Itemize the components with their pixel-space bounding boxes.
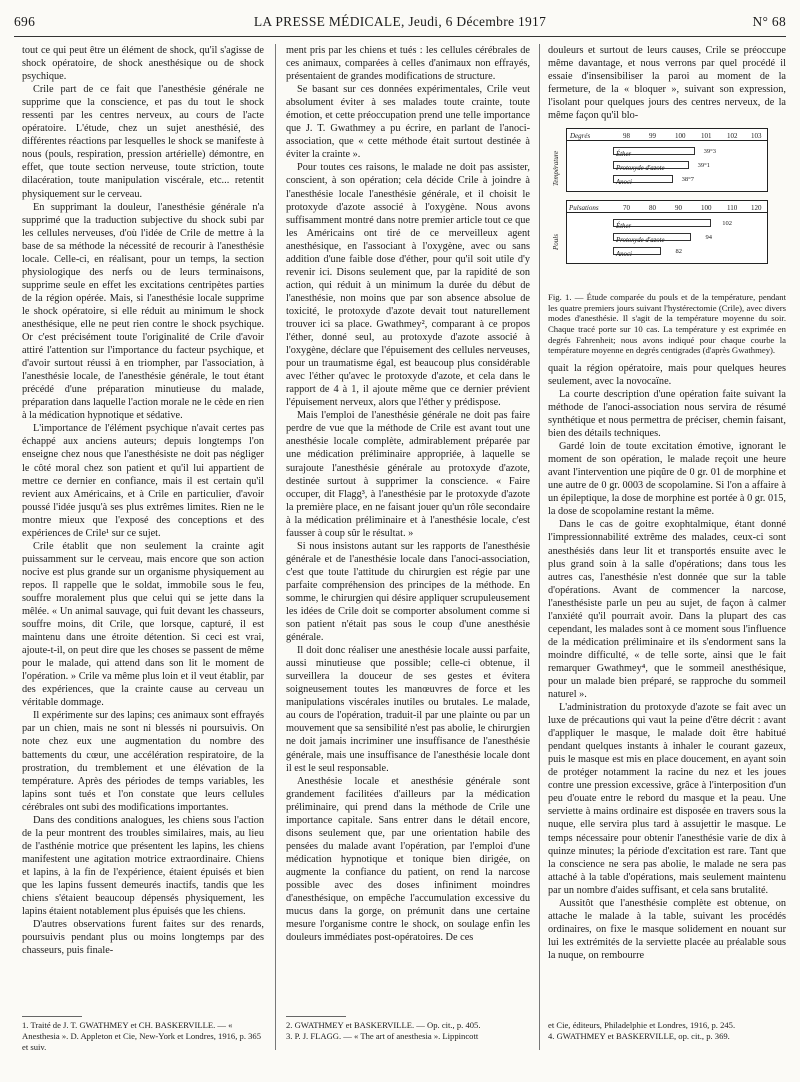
paragraph: La courte description d'une opération faite suivant la méthode de l'anoci-association nous servira de résumé synthétique et nous permettra de préciser, chemin faisant, bien des détails techniques. (548, 388, 786, 440)
row-label: Anoci (616, 251, 632, 259)
temperature-header-row (567, 129, 767, 141)
row-label: Anoci (616, 179, 632, 187)
temp-bar-nitrous (613, 161, 710, 173)
footnotes-col3 (548, 1020, 786, 1042)
paragraph: tout ce qui peut être un élément de shock, qu'il s'agisse de shock opératoire, de shock anesthésique ou de shock psychique. (22, 45, 264, 83)
header-cell: 100 (701, 204, 712, 213)
column-3 (548, 44, 786, 1012)
paragraph: Crile établit que non seulement la crainte agit puissamment sur le cerveau, mais encore que son action nocive est plus grande sur un organisme physiquement au repos. Il rappelle que le soldat, immobile sous le feu, souffre moralement plus que celui qui se jette dans la mêlée. « Un animal sauvage, qui fuit devant les chasseurs, souffre moins, dit Crile, que lorsque, capturé, il est maintenu dans une étroite détention. Si ceci est vrai, ajoute-t-il, on peut dire que les choses se passent de même pour le malade, qui attend dans son lit le moment de l'opération. » Crile va même plus loin et il veut établir, par des expériences, que la crainte cause au cerveau un véritable dommage. (22, 540, 264, 709)
paragraph: Gardé loin de toute excitation émotive, ignorant le moment de son opération, le malade reçoit une heure avant l'intervention une piqûre de 0 gr. 01 de morphine et une autre de 0 gr. 0003 de scopolamine. Si l'on a affaire à un épileptique, la dose de morphine est portée à 0 gr. 015, la dose de scopolamine restant la même. (548, 441, 786, 518)
value-label: 94 (705, 234, 712, 242)
paragraph: douleurs et surtout de leurs causes, Crile se préoccupe même davantage, et nous verrons par quel procédé il essaie d'insensibiliser la paroi au moment de la fermeture, de la « bloquer », suivant son expression, l'isolant pour quelques jours des centres nerveux, de la même façon qu'il blo- (548, 45, 786, 122)
header-rule (14, 36, 786, 37)
pulse-header-row (567, 201, 767, 213)
column-divider (275, 44, 276, 1050)
page-header (14, 14, 786, 34)
footnote-rule (286, 1016, 346, 1017)
journal-title: LA PRESSE MÉDICALE, Jeudi, 6 Décembre 1917 (253, 14, 547, 29)
row-label: Protoxyde d'azote (616, 165, 665, 173)
temperature-table (566, 128, 768, 192)
header-cell: Pulsations (569, 204, 599, 213)
paragraph: Crile part de ce fait que l'anesthésie générale ne supprime que la conscience, et pas du tout le shock ressenti par les centres nerveux, au cours de l'acte opératoire. L'étude, chez un sujet anesthésié, des différentes réactions par lesquelles le shock se manifeste à nous (pouls, respiration, pression artérielle) démontre, en effet, que toute section nerveuse, toute striction, toute dilacération, toute manipulation viscérale, etc... retentit physiquement sur le cerveau. (22, 84, 264, 200)
paragraph: Mais l'emploi de l'anesthésie générale ne doit pas faire perdre de vue que la méthode de Crile est avant tout une anesthésie locale complète, admirablement préparée par une médication préliminaire appropriée, à laquelle se surajoute l'anesthésie générale au protoxyde d'azote, destinée surtout à supprimer la conscience. « Faire occuper, dit Flagg³, à l'anesthésie par le protoxyde d'azote la première place, en ne faisant jouer qu'un rôle secondaire à la médication préliminaire et à l'anesthésie locale, c'est fausser à coup sûr le résultat. » (286, 410, 530, 539)
paragraph: Anesthésie locale et anesthésie générale sont grandement facilitées d'ailleurs par la médication préliminaire, qui prend dans la méthode de Crile une importance capitale. Sans entrer dans le détail encore, disons seulement que, par une orientation habile des pensées du malade avant l'opération, par l'emploi d'une médication hypnotique et tonique bien dirigée, on augmente la confiance du patient, on rend la narcose possible avec des doses infiniment moindres d'anesthésique, on empêche l'accumulation excessive du mucus dans la gorge, on prémunit dans une certaine mesure l'organisme contre le shock, on soulage enfin les douleurs immédiates post-opératoires. De ces (286, 775, 530, 944)
value-label: 39°3 (703, 148, 716, 156)
header-cell: 110 (727, 204, 738, 213)
paragraph: Pour toutes ces raisons, le malade ne doit pas assister, conscient, à son opération; cela décide Crile à joindre à l'anesthésie locale l'anesthésie générale, et il choisit le protoxyde d'azote associé à l'oxygène. Nous avons suffisamment montré dans notre premier article tout ce que les Américains ont tiré de ce merveilleux agent anesthésique, en l'associant à l'oxygène, avec ou sans addition d'une faible dose d'éther, pour qu'il soit utile d'y revenir ici. Disons seulement que, par la rapidité de son action, qui réduit à un minimum la durée du début de l'anesthésie, non moins que par son absence absolue de toxicité, le protoxyde d'azote devait tout naturellement trouver ici sa place. Gwathmey², comparant à ce propos l'éther, donné seul, au protoxyde d'azote associé à l'oxygène, déclare que l'épuisement des cellules nerveuses, pour un traumatisme égal, est beaucoup plus considérable avec l'éther qu'avec le protoxyde d'azote, et cela dans le rapport de 4 à 1, il ajoute même que ce dernier prévient l'épuisement nerveux, alors que l'éther y prédispose. (286, 162, 530, 409)
paragraph: L'importance de l'élément psychique n'avait certes pas échappé aux anciens auteurs; depuis longtemps l'on enseigne chez nous que l'anesthésiste ne doit pas négliger le côté moral chez son patient et qu'il lui appartient de mettre ce dernier en confiance, mais il est certain qu'il revient aux Américains, et à Crile en particulier, d'avoir poussé l'idée jusqu'à ses plus extrêmes limites. Rien ne le montre mieux que l'exposé des conceptions et des expériences de Crile¹ sur ce sujet. (22, 423, 264, 539)
paragraph: L'administration du protoxyde d'azote se fait avec un luxe de précautions qui vaut la peine d'être décrit : avant d'appliquer le masque, le malade doit être habitué pendant quelques instants à inhaler le courant gazeux, puis le masque est mis en place doucement, en ayant soin de protéger notamment la racine du nez et les joues contre une pression excessive, grâce à l'interposition d'un peu d'ouate entre le rebord du masque et la peau. Une serviette à mains ordinaire est disposée en travers sous la nuque, elle servira plus tard à assujettir le masque. Le temps nécessaire pour obtenir l'anesthésie varie de dix à quinze minutes; la période d'excitation est rare. Tant que la conscience ne sera pas abolie, le malade ne sera pas attaché à la table d'opérations, mais seulement maintenu par un nombre d'aides suffisant, et cela sans brutalité. (548, 702, 786, 896)
axis-label: Température (552, 151, 560, 187)
column-divider (539, 44, 540, 1050)
figure-1 (548, 128, 786, 288)
header-cell: 99 (649, 132, 656, 141)
footnotes-col2 (286, 1020, 530, 1042)
figure-caption: Fig. 1. — Étude comparée du pouls et de la température, pendant les quatre premiers jours suivant l'hystérectomie (Crile), avec divers modes d'anesthésie. Il s'agit de la température moyenne du soir. Chaque tracé porte sur 10 cas. La température y est exprimée en degrés Fahrenheit; nous avons indiqué pour chaque courbe la température moyenne en degrés centigrades (d'après Gwathmey). (548, 292, 786, 356)
value-label: 82 (675, 248, 682, 256)
paragraph: Il doit donc réaliser une anesthésie locale aussi parfaite, aussi minutieuse que possible; celle-ci obtenue, il surveillera la douceur de ses gestes et évitera soigneusement toutes les manœuvres de force et les manipulations viscérales inutiles ou brutales. Le malade, au cours de l'opération, traduit-il par une plainte ou par un mouvement que sa sensibilité n'est pas abolie, le chirurgien ne doit jamais incriminer une insuffisance de l'anesthésie générale, mais une insuffisance de l'anesthésie locale dont il est le seul responsable. (286, 645, 530, 774)
row-label: Éther (616, 223, 632, 231)
temp-bar-ether (613, 147, 716, 159)
header-cell: 80 (649, 204, 656, 213)
value-label: 39°1 (697, 162, 710, 170)
pulse-table (566, 200, 768, 264)
header-cell: 100 (675, 132, 686, 141)
row-label: Éther (616, 151, 632, 159)
paragraph: Se basant sur ces données expérimentales, Crile veut absolument éviter à ses malades toute crainte, toute émotion, et cette préoccupation prend une telle importance que J. T. Gwathmey a pu écrire, en parlant de l'anoci-association, que « cette méthode était surtout destinée à éviter la crainte ». (286, 84, 530, 161)
value-label: 38°7 (681, 176, 694, 184)
header-cell: 90 (675, 204, 682, 213)
paragraph: Dans le cas de goitre exophtalmique, étant donné l'impressionnabilité extrême des malades, ceux-ci sont anesthésiés dans leur lit et transportés ensuite avec le plus grand soin à la salle d'opérations; dans tous les autres cas, l'anesthésie n'est donnée que sur la table d'opérations. Avant de commencer la narcose, l'anesthésiste parle un peu au sujet, de façon à calmer l'anxiété qu'il pourrait avoir. Dans la plupart des cas cependant, les malades sont à ce moment sous l'influence de la médication préliminaire et ils s'endorment sans la moindre difficulté, « de telle sorte, ainsi que le fait remarquer Gwathmey⁴, que le sommeil anesthésique, pour un malade bien préparé, se rapproche du sommeil naturel ». (548, 519, 786, 701)
column-1 (22, 44, 264, 1012)
footnote: 1. Traité de J. T. GWATHMEY et CH. BASKERVILLE. — « Anesthesia ». D. Appleton et Cie, New-York et Londres, 1916, p. 365 et suiv. (22, 1020, 262, 1052)
paragraph: Dans des conditions analogues, les chiens sous l'action de la peur montrent des troubles similaires, mais, au lieu de l'asthénie motrice que présentent les lapins, les chiens manifestent une agitation motrice extraordinaire. Chiens et lapins, à la fin de l'expérience, étaient épuisés et bien que les lapins fussent demeurés inactifs, tandis que les chiens s'étaient beaucoup dépensés physiquement, les lapins étaient notablement plus épuisés que les chiens. (22, 814, 264, 918)
pulse-bar-ether (613, 219, 732, 231)
header-cell: 98 (623, 132, 630, 141)
header-cell: Degrés (570, 132, 591, 141)
value-label: 102 (722, 220, 732, 228)
header-cell: 120 (751, 204, 762, 213)
paragraph: Si nous insistons autant sur les rapports de l'anesthésie générale et de l'anesthésie locale dans l'anoci-association, c'est que toute l'attitude du chirurgien est régie par une parfaite compréhension des principes de la méthode. En somme, le chirurgien qui désire appliquer scrupuleusement les idées de Crile doit se comporter absolument comme si son patient n'était pas sous le coup d'une anesthésie générale. (286, 540, 530, 644)
pulse-bar-anoci (613, 247, 682, 259)
footnotes-col1 (22, 1020, 264, 1053)
column-2 (286, 44, 530, 1012)
paragraph: En supprimant la douleur, l'anesthésie générale n'a supprimé que la traduction subjective du shock subi par les cellules nerveuses, d'où l'idée de Crile de mettre à la base de sa méthode la nécessité de recourir à l'anesthésie locale. Celle-ci, en réalisant, pour un temps, la section physiologique des nerfs ou de leurs terminaisons, supprime seule en effet les excitations centripètes parties de la région opérée. Mais, si l'anesthésie locale supprime le shock opératoire, si elle réduit au minimum le shock anesthésique, elle ne peut rien contre le shock psychique. Or c'est précisément toute l'originalité de Crile d'avoir attiré l'attention sur l'importance du facteur psychique, et d'avoir surtout réussi à en triompher, par l'association, à l'anesthésie locale, de l'anesthésie générale, le tout étant précédé d'une préparation minutieuse du malade, préparation dans laquelle l'action morale ne le cède en rien à la médication hypnotique et sédative. (22, 201, 264, 422)
paragraph: Il expérimente sur des lapins; ces animaux sont effrayés par un chien, mais ne sont ni blessés ni poursuivis. On note chez eux une augmentation du nombre des battements du cœur, une accélération respiratoire, de la prostration, du tremblement et une élévation de la température. Après des périodes de temps variables, les lapins sont tués et l'on constate que leurs cellules cérébrales ont subi des modifications importantes. (22, 710, 264, 813)
header-cell: 101 (701, 132, 712, 141)
footnote: 3. P. J. FLAGG. — « The art of anesthesia ». Lippincott (286, 1031, 479, 1041)
footnote: 4. GWATHMEY et BASKERVILLE, op. cit., p. 369. (548, 1031, 730, 1041)
header-cell: 102 (727, 132, 738, 141)
paragraph: Aussitôt que l'anesthésie complète est obtenue, on attache le malade à la table, suivant les procédés ordinaires, on fixe le masque solidement en nouant sur lui les extrémités de la serviette placée au préalable sous la nuque, on rembourre (548, 897, 786, 961)
footnote: et Cie, éditeurs, Philadelphie et Londres, 1916, p. 245. (548, 1020, 736, 1030)
footnote: 2. GWATHMEY et BASKERVILLE. — Op. cit., p. 405. (286, 1020, 481, 1030)
pulse-bar-nitrous (613, 233, 712, 245)
header-cell: 70 (623, 204, 630, 213)
footnote-rule (22, 1016, 82, 1017)
issue-number: N° 68 (752, 14, 786, 29)
temp-bar-anoci (613, 175, 694, 187)
paragraph: quait la région opératoire, mais pour quelques heures seulement, avec la novocaïne. (548, 362, 786, 387)
paragraph: ment pris par les chiens et tués : les cellules cérébrales de ces animaux, comparées à celles d'animaux non effrayés, présentaient de grandes modifications de structure. (286, 45, 530, 83)
axis-label: Pouls (552, 234, 560, 251)
page-number: 696 (14, 14, 36, 29)
row-label: Protoxyde d'azote (616, 237, 665, 245)
paragraph: D'autres observations furent faites sur des renards, poursuivis pendant plus ou moins longtemps par des chasseurs, puis finale- (22, 919, 264, 957)
header-cell: 103 (751, 132, 762, 141)
